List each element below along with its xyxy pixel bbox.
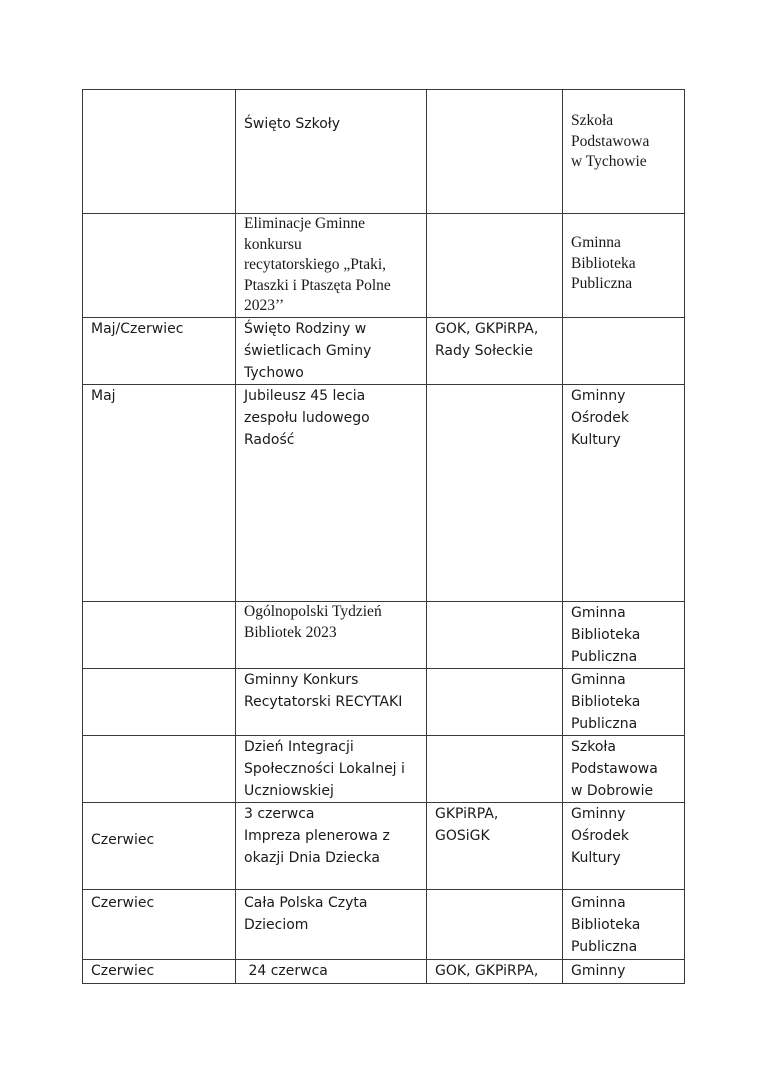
partners-cell: GOK, GKPiRPA, Rady Sołeckie xyxy=(427,318,563,385)
date-cell: Maj/Czerwiec xyxy=(83,318,236,385)
events-table xyxy=(82,89,685,984)
table-row xyxy=(83,214,685,318)
date-cell: Czerwiec xyxy=(83,960,236,984)
table-row xyxy=(83,960,685,984)
event-cell: Eliminacje Gminne konkursu recytatorskiego „Ptaki, Ptaszki i Ptaszęta Polne 2023’’ xyxy=(236,214,427,318)
partners-cell xyxy=(427,669,563,736)
partners-cell xyxy=(427,90,563,214)
date-cell xyxy=(83,214,236,318)
partners-cell xyxy=(427,602,563,669)
event-cell: Ogólnopolski Tydzień Bibliotek 2023 xyxy=(236,602,427,669)
partners-cell xyxy=(427,890,563,960)
table-row xyxy=(83,90,685,214)
partners-cell: GOK, GKPiRPA, xyxy=(427,960,563,984)
table-row xyxy=(83,602,685,669)
organizer-cell: Szkoła Podstawowa w Tychowie xyxy=(563,90,685,214)
organizer-cell: Gminny Ośrodek Kultury xyxy=(563,803,685,890)
organizer-cell: Gminna Biblioteka Publiczna xyxy=(563,214,685,318)
event-cell: Dzień Integracji Społeczności Lokalnej i Uczniowskiej xyxy=(236,736,427,803)
organizer-cell: Szkoła Podstawowa w Dobrowie xyxy=(563,736,685,803)
partners-cell: GKPiRPA, GOSiGK xyxy=(427,803,563,890)
table-row xyxy=(83,890,685,960)
table-row xyxy=(83,318,685,385)
organizer-cell xyxy=(563,318,685,385)
partners-cell xyxy=(427,214,563,318)
table-row xyxy=(83,385,685,602)
organizer-cell: Gminny xyxy=(563,960,685,984)
date-cell xyxy=(83,90,236,214)
table-row xyxy=(83,736,685,803)
organizer-cell: Gminny Ośrodek Kultury xyxy=(563,385,685,602)
table-row xyxy=(83,669,685,736)
date-cell xyxy=(83,736,236,803)
event-cell: Gminny Konkurs Recytatorski RECYTAKI xyxy=(236,669,427,736)
date-cell: Czerwiec xyxy=(83,890,236,960)
partners-cell xyxy=(427,385,563,602)
organizer-cell: Gminna Biblioteka Publiczna xyxy=(563,602,685,669)
event-cell: 3 czerwca Impreza plenerowa z okazji Dnia Dziecka xyxy=(236,803,427,890)
organizer-cell: Gminna Biblioteka Publiczna xyxy=(563,890,685,960)
table-row xyxy=(83,803,685,890)
date-cell xyxy=(83,602,236,669)
event-cell: Święto Szkoły xyxy=(236,90,427,214)
event-cell: 24 czerwca xyxy=(236,960,427,984)
organizer-cell: Gminna Biblioteka Publiczna xyxy=(563,669,685,736)
date-cell xyxy=(83,669,236,736)
event-cell: Cała Polska Czyta Dzieciom xyxy=(236,890,427,960)
date-cell: Czerwiec xyxy=(83,803,236,890)
event-cell: Jubileusz 45 lecia zespołu ludowego Radość xyxy=(236,385,427,602)
date-cell: Maj xyxy=(83,385,236,602)
partners-cell xyxy=(427,736,563,803)
event-cell: Święto Rodziny w świetlicach Gminy Tychowo xyxy=(236,318,427,385)
